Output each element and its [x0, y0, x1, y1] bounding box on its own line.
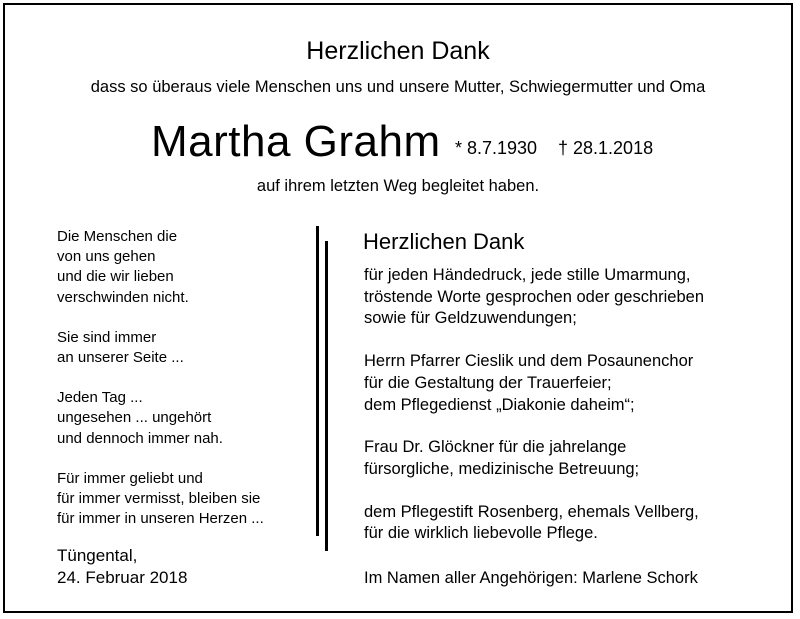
poem-line: verschwinden nicht. [57, 288, 189, 306]
thanks-block [364, 265, 704, 330]
poem-line: Für immer geliebt und [57, 469, 203, 487]
thanks-line: für die Gestaltung der Trauerfeier; [364, 373, 612, 392]
poem-stanza [57, 227, 264, 308]
poem-stanza [57, 328, 264, 368]
header-subtitle: dass so überaus viele Menschen uns und unsere Mutter, Schwiegermutter und Oma [90, 78, 706, 96]
thanks-line: fürsorgliche, medizinische Betreuung; [364, 459, 640, 478]
poem-stanza [57, 469, 264, 530]
poem-line: ungesehen ... ungehört [57, 409, 212, 427]
deceased-name: Martha Grahm [151, 117, 441, 166]
thanks-block [364, 502, 704, 545]
poem-stanza [57, 388, 264, 449]
place-date [57, 545, 187, 589]
header-title: Herzlichen Dank [306, 37, 490, 65]
place-city: Tüngental, [57, 546, 138, 565]
poem-line: und die wir lieben [57, 268, 174, 286]
thanks-body [364, 265, 704, 566]
thanks-title: Herzlichen Dank [363, 229, 525, 254]
thanks-line: dem Pflegestift Rosenberg, ehemals Vellberg, [364, 502, 699, 521]
thanks-line: für die wirklich liebevolle Pflege. [364, 524, 598, 543]
poem-line: Die Menschen die [57, 228, 178, 245]
poem-line: an unserer Seite ... [57, 349, 184, 367]
thanks-line: für jeden Händedruck, jede stille Umarmung, [364, 266, 691, 284]
thanks-line: tröstende Worte gesprochen oder geschrieben [364, 287, 704, 306]
poem-line: von uns gehen [57, 248, 156, 266]
thanks-line: sowie für Geldzuwendungen; [364, 309, 577, 328]
poem-line: für immer in unseren Herzen ... [57, 510, 264, 528]
thanks-line: dem Pflegedienst „Diakonie daheim“; [364, 395, 635, 414]
death-date: † 28.1.2018 [558, 138, 654, 158]
poem-line: Sie sind immer [57, 328, 157, 346]
place-date-text: 24. Februar 2018 [57, 568, 188, 587]
obituary-notice [3, 3, 793, 613]
thanks-block [364, 351, 704, 416]
thanks-line: Herrn Pfarrer Cieslik und dem Posaunenchor [364, 352, 694, 371]
accompanied-line: auf ihrem letzten Weg begleitet haben. [256, 177, 540, 195]
poem-line: Jeden Tag ... [57, 389, 143, 407]
thanks-line: Frau Dr. Glöckner für die jahrelange [364, 438, 627, 457]
poem-line: und dennoch immer nah. [57, 429, 223, 447]
divider-line-right [325, 241, 328, 551]
thanks-block [364, 437, 704, 480]
signature: Im Namen aller Angehörigen: Marlene Schork [364, 569, 698, 587]
birth-date: * 8.7.1930 [455, 138, 538, 158]
poem-line: für immer vermisst, bleiben sie [57, 490, 261, 508]
divider-line-left [316, 226, 319, 536]
poem [57, 227, 264, 549]
